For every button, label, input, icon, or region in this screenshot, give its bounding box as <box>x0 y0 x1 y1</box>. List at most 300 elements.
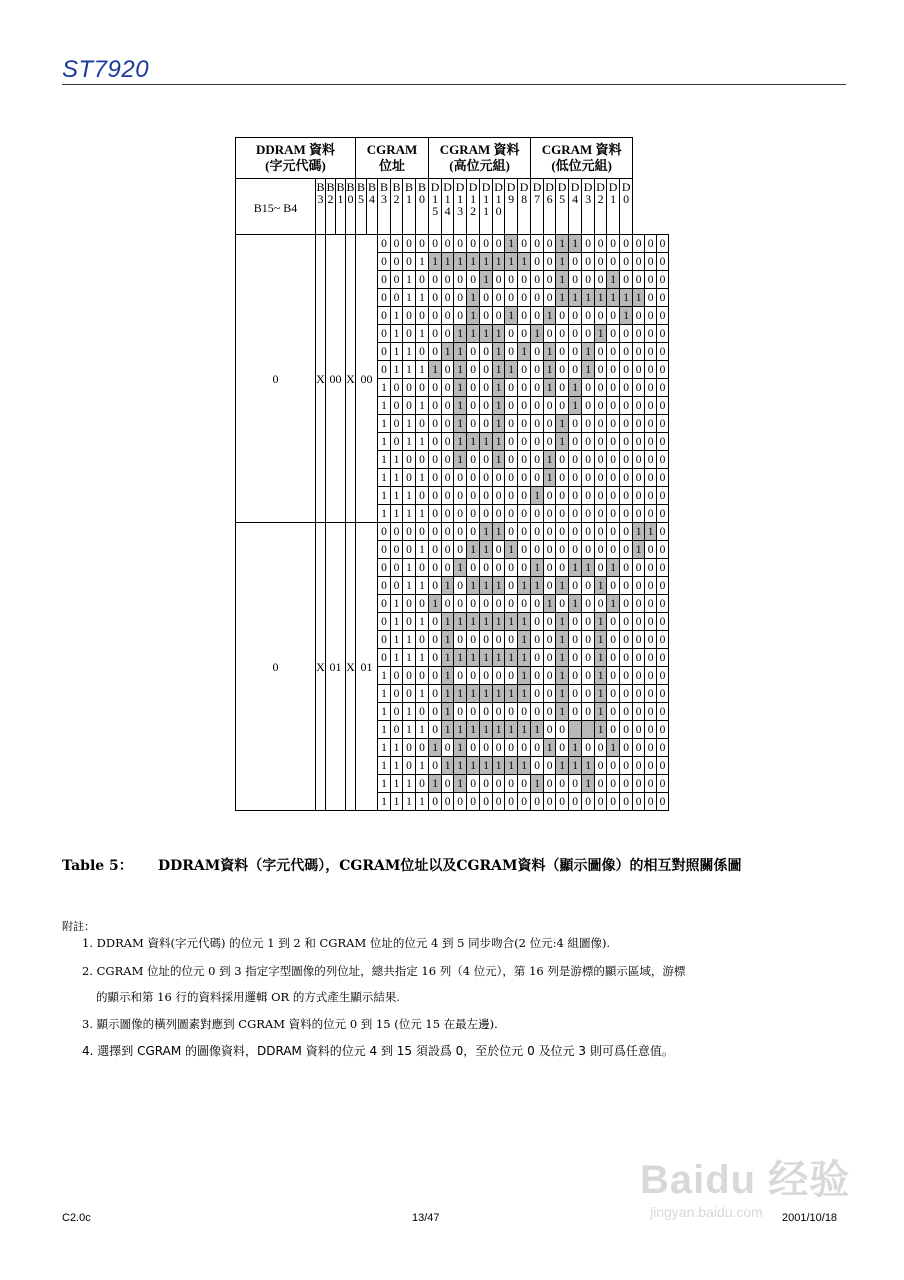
ddram-value: 0 <box>236 235 316 523</box>
row-address-bit: 0 <box>416 307 429 325</box>
pixel-cell: 0 <box>582 253 595 271</box>
pixel-cell: 0 <box>505 667 518 685</box>
pixel-cell: 0 <box>607 397 620 415</box>
pixel-cell: 0 <box>556 541 569 559</box>
pixel-cell: 0 <box>633 271 645 289</box>
row-address-bit: 0 <box>391 667 403 685</box>
pixel-cell: 0 <box>595 343 607 361</box>
pixel-cell: 1 <box>480 757 493 775</box>
pixel-cell: 1 <box>595 649 607 667</box>
pixel-cell: 1 <box>531 559 544 577</box>
row-address-bit: 1 <box>416 397 429 415</box>
pixel-cell: 0 <box>531 541 544 559</box>
pixel-cell: 1 <box>595 721 607 739</box>
pixel-cell: 0 <box>429 559 442 577</box>
pixel-cell: 0 <box>442 595 454 613</box>
row-address-bit: 0 <box>416 595 429 613</box>
pixel-cell: 0 <box>595 235 607 253</box>
pixel-cell: 1 <box>480 685 493 703</box>
pixel-cell: 1 <box>531 487 544 505</box>
pixel-cell: 0 <box>518 523 531 541</box>
pixel-cell: 1 <box>493 757 505 775</box>
pixel-cell: 0 <box>645 577 657 595</box>
table-number: Table 5： <box>62 858 133 874</box>
pixel-cell: 0 <box>442 739 454 757</box>
pixel-cell: 1 <box>454 559 467 577</box>
pixel-cell: 0 <box>595 271 607 289</box>
row-address-bit: 1 <box>416 289 429 307</box>
pixel-cell: 1 <box>595 325 607 343</box>
row-address-bit: 0 <box>378 307 391 325</box>
bit-header-21: D 5 <box>556 179 569 235</box>
pixel-cell: 1 <box>467 577 480 595</box>
pixel-cell: 0 <box>620 721 633 739</box>
pixel-cell: 1 <box>454 775 467 793</box>
pixel-cell: 0 <box>645 379 657 397</box>
pixel-cell: 1 <box>454 721 467 739</box>
pixel-cell: 0 <box>544 577 556 595</box>
row-address-bit: 0 <box>378 253 391 271</box>
pixel-cell: 0 <box>657 253 669 271</box>
pixel-cell: 0 <box>454 667 467 685</box>
pixel-cell: 1 <box>556 415 569 433</box>
pixel-cell: 1 <box>467 253 480 271</box>
pixel-cell: 1 <box>505 361 518 379</box>
pixel-cell: 0 <box>429 307 442 325</box>
row-address-bit: 0 <box>403 613 416 631</box>
cgram-low-byte-header: CGRAM 資料 (低位元組) <box>531 138 633 179</box>
pixel-cell: 0 <box>657 235 669 253</box>
pixel-cell: 1 <box>505 721 518 739</box>
pixel-cell: 0 <box>569 271 582 289</box>
pixel-cell: 1 <box>454 253 467 271</box>
pixel-cell: 0 <box>645 775 657 793</box>
pixel-cell: 0 <box>531 613 544 631</box>
pixel-cell: 1 <box>493 253 505 271</box>
pixel-cell: 0 <box>518 793 531 811</box>
row-address-bit: 0 <box>403 541 416 559</box>
pixel-cell: 1 <box>518 667 531 685</box>
row-address-bit: 0 <box>391 433 403 451</box>
row-address-bit: 0 <box>391 289 403 307</box>
pixel-cell: 0 <box>454 577 467 595</box>
pixel-cell: 0 <box>645 415 657 433</box>
pixel-cell: 0 <box>607 793 620 811</box>
row-address-bit: 1 <box>416 505 429 523</box>
pixel-cell: 0 <box>620 667 633 685</box>
pixel-cell: 0 <box>633 325 645 343</box>
watermark-url: jingyan.baidu.com <box>650 1204 763 1220</box>
pixel-cell: 0 <box>620 451 633 469</box>
pixel-cell: 0 <box>645 595 657 613</box>
pixel-cell: 1 <box>467 307 480 325</box>
pixel-cell: 0 <box>645 271 657 289</box>
pixel-cell: 0 <box>620 793 633 811</box>
pixel-cell: 1 <box>607 559 620 577</box>
pixel-cell: 1 <box>633 523 645 541</box>
ddram-header: DDRAM 資料 (字元代碼) <box>236 138 356 179</box>
pixel-cell: 0 <box>582 577 595 595</box>
pixel-cell: 0 <box>657 361 669 379</box>
pixel-cell: 0 <box>467 487 480 505</box>
pixel-cell: 0 <box>556 505 569 523</box>
pixel-cell: 0 <box>467 667 480 685</box>
bit-header-11: D 1 5 <box>429 179 442 235</box>
pixel-cell: 1 <box>493 397 505 415</box>
bit-header-20: D 6 <box>544 179 556 235</box>
pixel-cell: 0 <box>454 523 467 541</box>
row-address-bit: 0 <box>391 397 403 415</box>
pixel-cell: 0 <box>657 685 669 703</box>
pixel-cell: 1 <box>518 721 531 739</box>
pixel-cell: 0 <box>518 289 531 307</box>
pixel-cell: 0 <box>607 667 620 685</box>
pixel-cell: 0 <box>607 433 620 451</box>
row-address-bit: 1 <box>403 649 416 667</box>
pixel-cell: 0 <box>531 505 544 523</box>
pixel-cell: 1 <box>467 289 480 307</box>
row-address-bit: 1 <box>378 685 391 703</box>
pixel-cell: 0 <box>620 649 633 667</box>
pixel-cell: 0 <box>633 613 645 631</box>
pixel-cell: 0 <box>620 595 633 613</box>
pixel-cell: 0 <box>607 235 620 253</box>
row-address-bit: 1 <box>416 613 429 631</box>
pixel-cell: 1 <box>505 541 518 559</box>
row-address-bit: 0 <box>391 541 403 559</box>
row-address-bit: 1 <box>416 325 429 343</box>
row-address-bit: 0 <box>416 451 429 469</box>
row-address-bit: 0 <box>378 325 391 343</box>
pixel-cell: 1 <box>556 577 569 595</box>
pixel-cell: 0 <box>429 397 442 415</box>
pixel-cell: 1 <box>493 649 505 667</box>
row-address-bit: 0 <box>416 235 429 253</box>
pixel-cell: 1 <box>556 433 569 451</box>
pixel-cell: 0 <box>480 487 493 505</box>
document-title: ST7920 <box>62 56 150 83</box>
pixel-cell: 0 <box>531 379 544 397</box>
pixel-cell: 0 <box>620 757 633 775</box>
row-address-bit: 0 <box>416 631 429 649</box>
pixel-cell: 0 <box>505 433 518 451</box>
bit-header-24: D 2 <box>595 179 607 235</box>
pixel-cell: 0 <box>454 541 467 559</box>
row-address-bit: 1 <box>378 667 391 685</box>
pixel-cell: 0 <box>582 667 595 685</box>
pixel-cell: 0 <box>429 271 442 289</box>
pixel-cell: 0 <box>582 487 595 505</box>
pixel-cell: 0 <box>569 415 582 433</box>
pixel-cell: 1 <box>569 397 582 415</box>
pixel-cell: 0 <box>505 775 518 793</box>
ddram-b2-b1: 00 <box>326 235 346 523</box>
pixel-cell: 0 <box>569 487 582 505</box>
pixel-cell: 0 <box>645 325 657 343</box>
footer-date: 2001/10/18 <box>782 1212 838 1224</box>
pixel-cell: 0 <box>645 739 657 757</box>
pixel-cell: 0 <box>645 541 657 559</box>
pixel-cell: 0 <box>429 685 442 703</box>
pixel-cell: 0 <box>595 433 607 451</box>
pixel-cell: 1 <box>442 703 454 721</box>
pixel-cell: 0 <box>505 415 518 433</box>
pixel-cell: 0 <box>582 433 595 451</box>
pixel-cell: 0 <box>595 595 607 613</box>
row-address-bit: 1 <box>391 325 403 343</box>
pixel-cell: 0 <box>633 397 645 415</box>
pixel-cell: 0 <box>544 775 556 793</box>
row-address-bit: 0 <box>378 649 391 667</box>
pixel-cell: 1 <box>493 415 505 433</box>
pixel-cell: 1 <box>595 667 607 685</box>
pixel-cell: 0 <box>480 793 493 811</box>
row-address-bit: 1 <box>403 775 416 793</box>
pixel-cell: 1 <box>595 631 607 649</box>
pixel-cell: 1 <box>480 577 493 595</box>
pixel-cell: 0 <box>480 307 493 325</box>
pixel-cell: 0 <box>633 469 645 487</box>
row-address-bit: 1 <box>416 541 429 559</box>
pixel-cell: 0 <box>633 757 645 775</box>
header-rule <box>62 84 846 85</box>
pixel-cell: 0 <box>595 541 607 559</box>
pixel-cell: 0 <box>493 775 505 793</box>
bit-header-1: B 3 <box>316 179 326 235</box>
pixel-cell: 0 <box>607 361 620 379</box>
pixel-cell: 0 <box>544 433 556 451</box>
pixel-cell: 1 <box>505 649 518 667</box>
pixel-cell: 0 <box>657 379 669 397</box>
pixel-cell: 1 <box>442 577 454 595</box>
pixel-cell: 0 <box>582 415 595 433</box>
pixel-cell: 0 <box>607 307 620 325</box>
pixel-cell: 0 <box>544 541 556 559</box>
row-address-bit: 0 <box>403 595 416 613</box>
bit-header-8: B 2 <box>391 179 403 235</box>
pixel-cell: 0 <box>544 505 556 523</box>
pixel-cell: 0 <box>607 757 620 775</box>
pixel-cell: 0 <box>518 559 531 577</box>
pixel-cell: 0 <box>595 523 607 541</box>
pixel-cell: 0 <box>657 433 669 451</box>
pixel-cell: 1 <box>518 613 531 631</box>
pixel-cell: 0 <box>493 289 505 307</box>
pixel-cell: 0 <box>657 505 669 523</box>
pixel-cell: 0 <box>518 469 531 487</box>
pixel-cell: 0 <box>544 757 556 775</box>
bit-header-4: B 0 <box>346 179 356 235</box>
pixel-cell: 0 <box>657 703 669 721</box>
pixel-cell: 0 <box>645 289 657 307</box>
footer-page-number: 13/47 <box>412 1212 440 1224</box>
pixel-cell: 1 <box>544 361 556 379</box>
pixel-cell: 1 <box>429 253 442 271</box>
pixel-cell: 0 <box>531 523 544 541</box>
pixel-cell: 0 <box>493 739 505 757</box>
pixel-cell: 1 <box>505 613 518 631</box>
pixel-cell: 0 <box>645 631 657 649</box>
pixel-cell: 0 <box>657 307 669 325</box>
pixel-cell: 0 <box>607 649 620 667</box>
table-row <box>236 235 669 253</box>
pixel-cell: 0 <box>556 307 569 325</box>
row-address-bit: 0 <box>416 559 429 577</box>
pixel-cell: 0 <box>518 451 531 469</box>
row-address-bit: 1 <box>378 775 391 793</box>
footer-version: C2.0c <box>62 1212 91 1224</box>
note-1: 1. DDRAM 資料(字元代碼) 的位元 1 到 2 和 CGRAM 位址的位元 4 到 5 同步吻合(2 位元:4 組圖像). <box>82 936 611 950</box>
pixel-cell: 0 <box>607 631 620 649</box>
pixel-cell: 1 <box>556 649 569 667</box>
pixel-cell: 0 <box>582 505 595 523</box>
row-address-bit: 0 <box>416 739 429 757</box>
pixel-cell: 0 <box>607 343 620 361</box>
row-address-bit: 1 <box>403 289 416 307</box>
row-address-bit: 0 <box>403 757 416 775</box>
pixel-cell: 1 <box>454 739 467 757</box>
pixel-cell: 0 <box>544 415 556 433</box>
pixel-cell: 0 <box>607 325 620 343</box>
pixel-cell: 1 <box>620 289 633 307</box>
pixel-cell: 0 <box>505 451 518 469</box>
pixel-cell: 0 <box>467 469 480 487</box>
pixel-cell: 0 <box>657 793 669 811</box>
pixel-cell: 0 <box>429 793 442 811</box>
pixel-cell: 1 <box>544 343 556 361</box>
pixel-cell: 0 <box>633 559 645 577</box>
row-address-bit: 0 <box>391 703 403 721</box>
pixel-cell: 1 <box>442 721 454 739</box>
pixel-cell: 0 <box>505 559 518 577</box>
pixel-cell: 1 <box>607 289 620 307</box>
row-address-bit: 0 <box>416 271 429 289</box>
row-address-bit: 1 <box>416 721 429 739</box>
pixel-cell: 0 <box>493 541 505 559</box>
row-address-bit: 1 <box>378 415 391 433</box>
pixel-cell: 0 <box>544 559 556 577</box>
bit-header-14: D 1 2 <box>467 179 480 235</box>
pixel-cell: 0 <box>531 433 544 451</box>
pixel-cell: 0 <box>442 235 454 253</box>
pixel-cell: 0 <box>505 325 518 343</box>
row-address-bit: 1 <box>378 379 391 397</box>
pixel-cell: 0 <box>429 523 442 541</box>
row-address-bit: 0 <box>403 307 416 325</box>
pixel-cell: 0 <box>493 469 505 487</box>
pixel-cell: 0 <box>595 307 607 325</box>
pixel-cell: 0 <box>480 397 493 415</box>
pixel-cell: 1 <box>620 307 633 325</box>
pixel-cell: 1 <box>493 325 505 343</box>
pixel-cell: 0 <box>556 397 569 415</box>
row-address-bit: 1 <box>416 793 429 811</box>
pixel-cell: 1 <box>518 343 531 361</box>
row-address-bit: 1 <box>391 505 403 523</box>
pixel-cell: 0 <box>531 757 544 775</box>
pixel-cell: 0 <box>633 595 645 613</box>
pixel-cell: 0 <box>518 541 531 559</box>
pixel-cell: 0 <box>620 685 633 703</box>
bit-header-2: B 2 <box>326 179 336 235</box>
row-address-bit: 1 <box>391 361 403 379</box>
pixel-cell: 0 <box>480 739 493 757</box>
pixel-cell: 0 <box>633 487 645 505</box>
pixel-cell: 0 <box>607 253 620 271</box>
row-address-bit: 0 <box>378 523 391 541</box>
pixel-cell: 0 <box>429 667 442 685</box>
pixel-cell: 0 <box>442 361 454 379</box>
pixel-cell: 0 <box>645 343 657 361</box>
row-address-bit: 1 <box>378 451 391 469</box>
pixel-cell: 1 <box>493 577 505 595</box>
bit-header-19: D 7 <box>531 179 544 235</box>
pixel-cell: 0 <box>531 361 544 379</box>
row-address-bit: 1 <box>391 649 403 667</box>
pixel-cell: 0 <box>607 685 620 703</box>
pixel-cell: 0 <box>505 703 518 721</box>
pixel-cell: 0 <box>429 721 442 739</box>
pixel-cell: 1 <box>493 433 505 451</box>
pixel-cell: 0 <box>544 487 556 505</box>
pixel-cell: 1 <box>607 739 620 757</box>
pixel-cell: 0 <box>544 613 556 631</box>
pixel-cell: 1 <box>569 739 582 757</box>
pixel-cell: 0 <box>657 541 669 559</box>
pixel-cell: 1 <box>480 613 493 631</box>
row-address-bit: 1 <box>416 757 429 775</box>
pixel-cell: 0 <box>645 397 657 415</box>
pixel-cell: 0 <box>633 775 645 793</box>
pixel-cell: 0 <box>620 739 633 757</box>
pixel-cell: 0 <box>454 307 467 325</box>
bit-header-17: D 9 <box>505 179 518 235</box>
row-address-bit: 0 <box>403 325 416 343</box>
pixel-cell: 0 <box>607 577 620 595</box>
pixel-cell: 0 <box>442 433 454 451</box>
pixel-cell: 0 <box>531 235 544 253</box>
row-address-bit: 0 <box>378 343 391 361</box>
pixel-cell: 0 <box>493 631 505 649</box>
pixel-cell: 0 <box>531 415 544 433</box>
pixel-cell: 1 <box>595 685 607 703</box>
pixel-cell: 1 <box>582 343 595 361</box>
row-address-bit: 1 <box>378 397 391 415</box>
pixel-cell: 0 <box>645 613 657 631</box>
pixel-cell: 0 <box>442 559 454 577</box>
row-address-bit: 0 <box>378 613 391 631</box>
pixel-cell: 1 <box>442 685 454 703</box>
pixel-cell: 1 <box>480 541 493 559</box>
pixel-cell: 0 <box>531 685 544 703</box>
bit-header-10: B 0 <box>416 179 429 235</box>
row-address-bit: 0 <box>378 631 391 649</box>
pixel-cell: 0 <box>493 703 505 721</box>
pixel-cell: 0 <box>657 739 669 757</box>
pixel-cell: 0 <box>582 325 595 343</box>
pixel-cell: 1 <box>467 433 480 451</box>
pixel-cell: 0 <box>569 775 582 793</box>
pixel-cell: 0 <box>467 415 480 433</box>
pixel-cell: 0 <box>633 649 645 667</box>
pixel-cell: 0 <box>531 343 544 361</box>
pixel-cell: 0 <box>505 397 518 415</box>
row-address-bit: 0 <box>378 541 391 559</box>
pixel-cell: 0 <box>505 469 518 487</box>
pixel-cell: 0 <box>582 379 595 397</box>
row-address-bit: 0 <box>391 235 403 253</box>
pixel-cell: 0 <box>467 271 480 289</box>
